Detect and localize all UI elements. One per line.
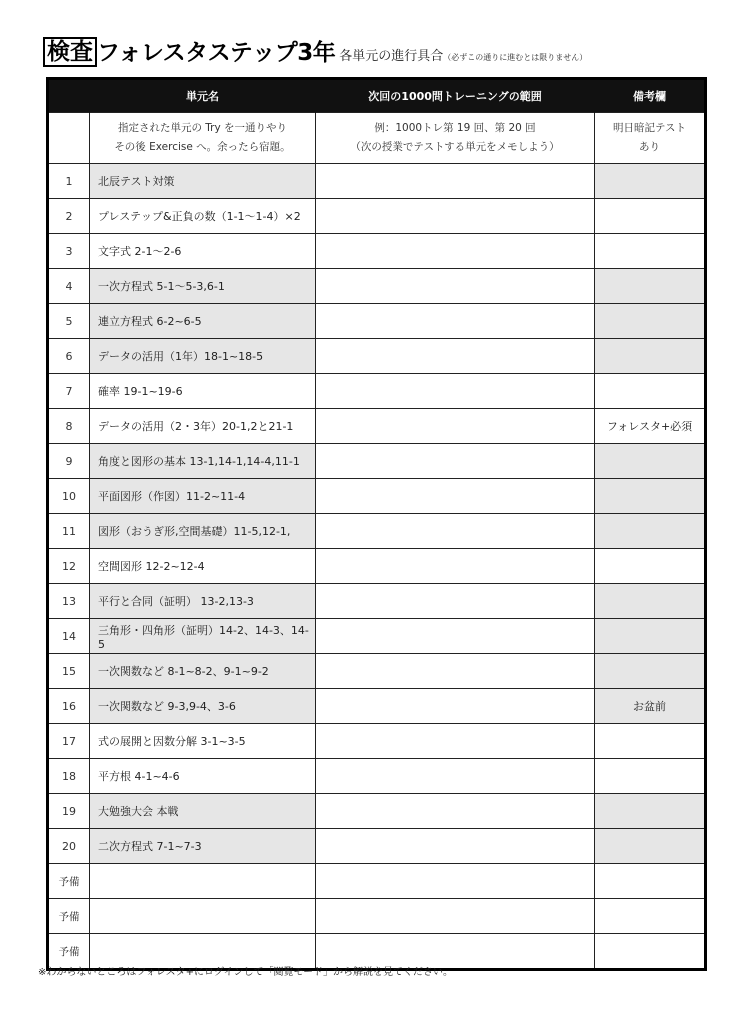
row-number: 7 <box>48 374 90 409</box>
spare-remark-cell[interactable] <box>595 934 706 970</box>
unit-name: 確率 19-1~19-6 <box>90 374 316 409</box>
table-row <box>48 374 706 409</box>
unit-name: 角度と図形の基本 13-1,14-1,14-4,11-1 <box>90 444 316 479</box>
unit-name: 平面図形（作図）11-2~11-4 <box>90 479 316 514</box>
table-row <box>48 829 706 864</box>
table-header-row <box>48 79 706 113</box>
spare-unit-cell[interactable] <box>90 899 316 934</box>
row-number: 3 <box>48 234 90 269</box>
table-row <box>48 444 706 479</box>
table-row <box>48 759 706 794</box>
spare-label: 予備 <box>48 864 90 899</box>
unit-name: 三角形・四角形（証明）14-2、14-3、14-5 <box>90 619 316 654</box>
spare-range-cell[interactable] <box>316 864 595 899</box>
range-cell[interactable] <box>316 794 595 829</box>
table-row <box>48 654 706 689</box>
remark-cell <box>595 234 706 269</box>
remark-cell <box>595 549 706 584</box>
row-number: 13 <box>48 584 90 619</box>
unit-name: プレステップ&正負の数（1-1～1-4）×2 <box>90 199 316 234</box>
main-title: フォレスタステップ3年 <box>97 40 336 66</box>
table-row <box>48 409 706 444</box>
range-cell[interactable] <box>316 444 595 479</box>
unit-name: 一次方程式 5-1～5-3,6-1 <box>90 269 316 304</box>
table-row <box>48 514 706 549</box>
table-row <box>48 199 706 234</box>
inspection-badge: 検査 <box>43 37 97 67</box>
header-number <box>48 79 90 113</box>
table-body <box>48 113 706 970</box>
unit-name: 平方根 4-1~4-6 <box>90 759 316 794</box>
row-number: 8 <box>48 409 90 444</box>
spare-label: 予備 <box>48 934 90 970</box>
table-row <box>48 584 706 619</box>
range-cell[interactable] <box>316 724 595 759</box>
unit-name: 空間図形 12-2~12-4 <box>90 549 316 584</box>
remark-cell <box>595 444 706 479</box>
hint-remark <box>595 113 706 164</box>
table-row <box>48 339 706 374</box>
row-number: 18 <box>48 759 90 794</box>
hint-remark-line1: 明日暗記テスト <box>612 122 687 134</box>
remark-cell <box>595 619 706 654</box>
range-cell[interactable] <box>316 339 595 374</box>
table-row <box>48 164 706 199</box>
table-row <box>48 619 706 654</box>
range-cell[interactable] <box>316 409 595 444</box>
table-row <box>48 724 706 759</box>
footnote: ※わからないところはフォレスタ+にログインして「閲覧モード」から解説を見てください。 <box>38 967 454 978</box>
row-number: 9 <box>48 444 90 479</box>
header-remark: 備考欄 <box>595 79 706 113</box>
spare-row <box>48 864 706 899</box>
row-number: 6 <box>48 339 90 374</box>
row-number: 2 <box>48 199 90 234</box>
hint-range-line1: 例：1000トレ第 19 回、第 20 回 <box>374 122 536 134</box>
range-cell[interactable] <box>316 549 595 584</box>
remark-cell <box>595 304 706 339</box>
range-cell[interactable] <box>316 829 595 864</box>
hint-row <box>48 113 706 164</box>
remark-cell <box>595 514 706 549</box>
spare-unit-cell[interactable] <box>90 864 316 899</box>
remark-cell: お盆前 <box>595 689 706 724</box>
header-unit: 単元名 <box>90 79 316 113</box>
remark-cell <box>595 199 706 234</box>
range-cell[interactable] <box>316 654 595 689</box>
progress-table <box>46 77 707 971</box>
sub-title-note: （必ずこの通りに進むとは限りません） <box>443 53 588 62</box>
range-cell[interactable] <box>316 164 595 199</box>
table-row <box>48 549 706 584</box>
table-row <box>48 689 706 724</box>
remark-cell <box>595 759 706 794</box>
range-cell[interactable] <box>316 234 595 269</box>
range-cell[interactable] <box>316 584 595 619</box>
hint-range-line2: （次の授業でテストする単元をメモしよう） <box>350 141 560 153</box>
row-number: 19 <box>48 794 90 829</box>
unit-name: 北辰テスト対策 <box>90 164 316 199</box>
range-cell[interactable] <box>316 269 595 304</box>
range-cell[interactable] <box>316 304 595 339</box>
spare-range-cell[interactable] <box>316 899 595 934</box>
unit-name: データの活用（2・3年）20-1,2と21-1 <box>90 409 316 444</box>
row-number: 20 <box>48 829 90 864</box>
sub-title-text: 各単元の進行具合 <box>339 49 444 64</box>
unit-name: 二次方程式 7-1~7-3 <box>90 829 316 864</box>
page-title <box>43 37 587 69</box>
remark-cell: フォレスタ+必須 <box>595 409 706 444</box>
unit-name: 図形（おうぎ形,空間基礎）11-5,12-1, <box>90 514 316 549</box>
remark-cell <box>595 584 706 619</box>
hint-range <box>316 113 595 164</box>
unit-name: データの活用（1年）18-1~18-5 <box>90 339 316 374</box>
unit-name: 一次関数など 8-1~8-2、9-1~9-2 <box>90 654 316 689</box>
unit-name: 文字式 2-1～2-6 <box>90 234 316 269</box>
table-row <box>48 479 706 514</box>
unit-name: 連立方程式 6-2~6-5 <box>90 304 316 339</box>
range-cell[interactable] <box>316 759 595 794</box>
table-row <box>48 234 706 269</box>
row-number: 11 <box>48 514 90 549</box>
spare-remark-cell[interactable] <box>595 864 706 899</box>
table-row <box>48 304 706 339</box>
remark-cell <box>595 374 706 409</box>
range-cell[interactable] <box>316 514 595 549</box>
remark-cell <box>595 794 706 829</box>
hint-unit <box>90 113 316 164</box>
remark-cell <box>595 164 706 199</box>
spare-label: 予備 <box>48 899 90 934</box>
hint-unit-line1: 指定された単元の Try を一通りやり <box>117 122 288 134</box>
range-cell[interactable] <box>316 199 595 234</box>
unit-name: 一次関数など 9-3,9-4、3-6 <box>90 689 316 724</box>
unit-name: 平行と合同（証明） 13-2,13-3 <box>90 584 316 619</box>
unit-name: 大勉強大会 本戦 <box>90 794 316 829</box>
remark-cell <box>595 339 706 374</box>
row-number: 1 <box>48 164 90 199</box>
remark-cell <box>595 654 706 689</box>
range-cell[interactable] <box>316 689 595 724</box>
row-number: 10 <box>48 479 90 514</box>
range-cell[interactable] <box>316 619 595 654</box>
header-range: 次回の1000問トレーニングの範囲 <box>316 79 595 113</box>
range-cell[interactable] <box>316 479 595 514</box>
hint-remark-line2: あり <box>639 141 660 153</box>
table-row <box>48 269 706 304</box>
unit-name: 式の展開と因数分解 3-1~3-5 <box>90 724 316 759</box>
row-number: 17 <box>48 724 90 759</box>
spare-remark-cell[interactable] <box>595 899 706 934</box>
row-number: 12 <box>48 549 90 584</box>
range-cell[interactable] <box>316 374 595 409</box>
spare-row <box>48 899 706 934</box>
row-number: 4 <box>48 269 90 304</box>
remark-cell <box>595 269 706 304</box>
sub-title <box>339 48 587 67</box>
hint-number <box>48 113 90 164</box>
remark-cell <box>595 479 706 514</box>
row-number: 14 <box>48 619 90 654</box>
remark-cell <box>595 829 706 864</box>
row-number: 16 <box>48 689 90 724</box>
row-number: 15 <box>48 654 90 689</box>
row-number: 5 <box>48 304 90 339</box>
remark-cell <box>595 724 706 759</box>
hint-unit-line2: その後 Exercise へ。余ったら宿題。 <box>114 141 291 153</box>
table-row <box>48 794 706 829</box>
